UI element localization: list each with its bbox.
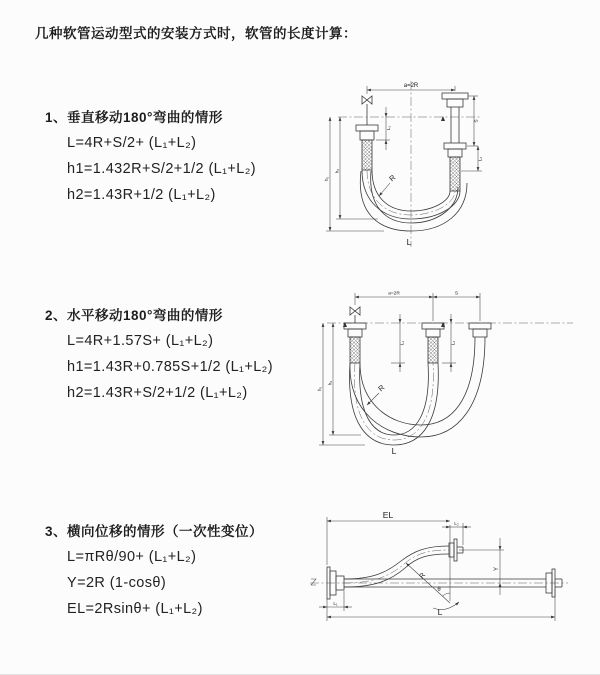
dim-label-span: a=2R [388,291,400,297]
hose-braid [450,157,460,191]
section-3-heading: 3、横向位移的情形（一次性变位） [45,524,264,539]
hose-braid [350,337,360,363]
dim-label-l1: L₁ [400,340,406,346]
dimension-l2 [461,146,484,171]
dimension-s [467,96,480,146]
diagram-lateral-displacement [300,505,595,645]
dim-label-h1: h₁ [325,176,330,182]
curved-hose [344,546,449,587]
formula-line: L=4R+S/2+ (L₁+L₂) [67,135,197,151]
dim-label-theta: θ [437,587,441,593]
hose-curves [350,337,485,445]
section-horizontal-movement [45,304,273,411]
section-2-heading: 2、水平移动180°弯曲的情形 [45,308,223,323]
right-fitting [442,93,468,191]
dimension-s [433,291,480,298]
dim-label-length: L [437,607,443,617]
page-title: 几种软管运动型式的安装方式时，软管的长度计算： [35,26,357,41]
valve-icon [362,96,372,125]
dim-label-l2: L₂ [451,340,457,346]
middle-fitting [422,323,444,363]
radius-leader [367,383,387,405]
dim-label-l2: L₂ [478,156,484,162]
dim-label-radius: R [376,382,387,394]
formula-line: L=4R+1.57S+ (L₁+L₂) [67,333,214,349]
right-fitting [469,323,491,337]
section-vertical-movement [45,106,256,213]
dim-label-y: Y [494,566,500,572]
formula-line: h1=1.43R+0.785S+1/2 (L₁+L₂) [67,359,273,375]
dim-label-radius: R [387,172,398,184]
dimension-span [367,83,455,94]
dim-label-s: S [474,119,480,123]
dim-label-span: a=2R [403,83,419,89]
dim-label-el: EL [382,510,394,520]
dimension-h1 [324,117,384,231]
section-3-formulas [67,549,263,617]
formula-line: h2=1.43R+S/2+1/2 (L₁+L₂) [67,385,248,401]
formula-line: EL=2Rsinθ+ (L₁+L₂) [67,601,203,617]
dimension-y [459,538,504,595]
hose-braid [362,140,372,170]
dim-label-h2: h₂ [335,168,341,174]
dim-label-h1: h₁ [318,386,323,392]
dim-label-length: L [391,446,397,456]
dim-label-h2: h₂ [328,380,334,386]
left-fitting [344,323,366,363]
datum-mark [311,579,316,585]
left-fitting [356,125,378,170]
dim-label-length: L [406,237,412,247]
dimension-l1 [391,314,406,372]
diagram-vertical-180-bend [320,75,590,255]
radius-leader [379,173,398,196]
dim-label-l1: L₁ [333,602,338,607]
dim-label-l2: L₂ [454,522,459,527]
formula-line: h2=1.43R+1/2 (L₁+L₂) [67,187,216,203]
dim-label-s: S [454,291,459,297]
formula-line: L=πRθ/90+ (L₁+L₂) [67,549,197,565]
formula-line: Y=2R (1-cosθ) [67,575,167,591]
dimension-span [355,291,480,322]
dim-label-radius: R [418,571,428,581]
section-lateral-displacement [45,520,263,627]
section-1-heading: 1、垂直移动180°弯曲的情形 [45,110,223,125]
section-2-formulas [67,333,273,401]
dimension-length [327,589,555,621]
dim-label-l1: L₁ [387,125,392,131]
formula-line: h1=1.432R+S/2+1/2 (L₁+L₂) [67,161,257,177]
hose-braid [428,337,438,363]
diagram-horizontal-180-bend [305,283,595,463]
section-1-formulas [67,135,256,203]
valve-icon [350,307,360,323]
dimension-l1 [319,591,352,611]
dimension-l2 [442,521,471,545]
